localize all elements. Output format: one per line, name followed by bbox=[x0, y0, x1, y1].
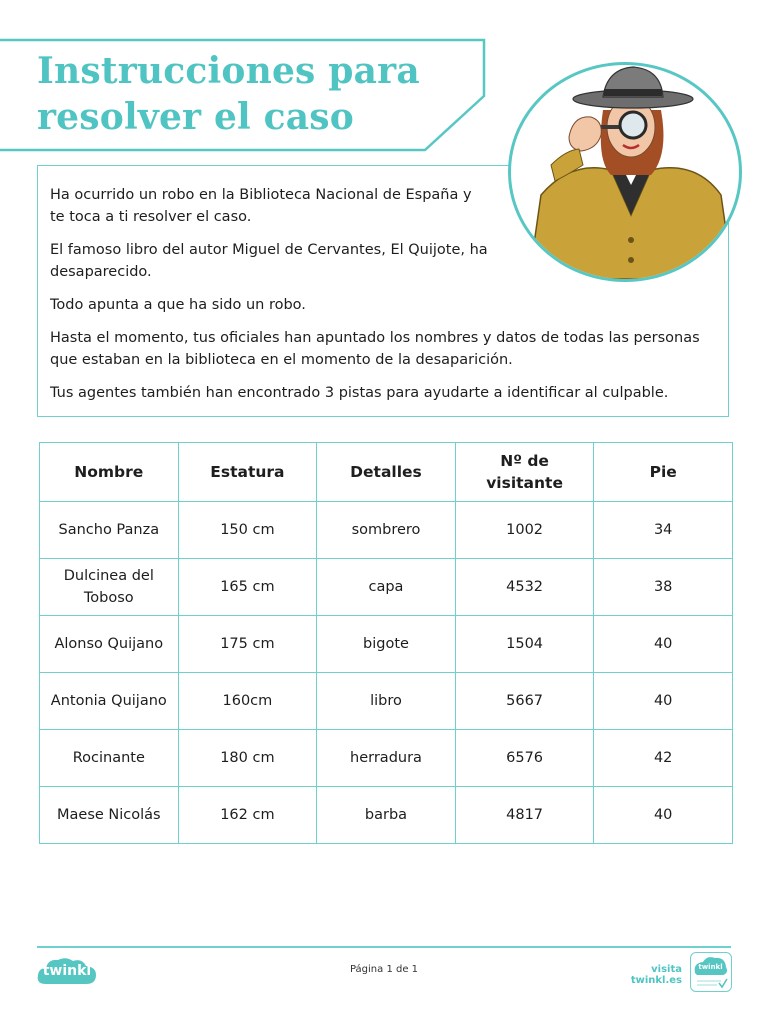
cell-estatura: 180 cm bbox=[178, 730, 317, 787]
table-row bbox=[40, 616, 733, 673]
cell-nombre: Dulcinea del Toboso bbox=[40, 559, 179, 616]
page-title-line-1: Instrucciones para bbox=[37, 50, 420, 92]
cell-visitante: 6576 bbox=[455, 730, 594, 787]
quality-badge-icon bbox=[691, 953, 730, 990]
cell-visitante: 4532 bbox=[455, 559, 594, 616]
table-row bbox=[40, 673, 733, 730]
cell-nombre: Antonia Quijano bbox=[40, 673, 179, 730]
header-estatura: Estatura bbox=[178, 443, 317, 502]
badge-label: twinkl bbox=[698, 963, 723, 971]
cell-detalles: barba bbox=[317, 787, 456, 844]
cell-pie: 38 bbox=[594, 559, 733, 616]
quality-badge bbox=[690, 952, 732, 992]
table-row bbox=[40, 730, 733, 787]
title-banner bbox=[0, 0, 490, 160]
cell-pie: 42 bbox=[594, 730, 733, 787]
cell-estatura: 175 cm bbox=[178, 616, 317, 673]
intro-paragraph-3: Todo apunta a que ha sido un robo. bbox=[50, 297, 306, 313]
cell-pie: 40 bbox=[594, 787, 733, 844]
table-row bbox=[40, 502, 733, 559]
cell-nombre: Rocinante bbox=[40, 730, 179, 787]
suspects-table bbox=[39, 442, 733, 844]
cell-detalles: libro bbox=[317, 673, 456, 730]
footer-divider bbox=[37, 946, 731, 948]
intro-paragraph-1: Ha ocurrido un robo en la Biblioteca Nacional de España y te toca a ti resolver el caso. bbox=[50, 187, 472, 225]
table-row bbox=[40, 559, 733, 616]
cell-visitante: 1002 bbox=[455, 502, 594, 559]
cell-pie: 40 bbox=[594, 616, 733, 673]
header-detalles: Detalles bbox=[317, 443, 456, 502]
cell-visitante: 1504 bbox=[455, 616, 594, 673]
cell-detalles: capa bbox=[317, 559, 456, 616]
header-pie: Pie bbox=[594, 443, 733, 502]
cell-detalles: herradura bbox=[317, 730, 456, 787]
cell-pie: 40 bbox=[594, 673, 733, 730]
cell-estatura: 150 cm bbox=[178, 502, 317, 559]
cell-visitante: 5667 bbox=[455, 673, 594, 730]
table-header-row bbox=[40, 443, 733, 502]
cell-estatura: 165 cm bbox=[178, 559, 317, 616]
cell-nombre: Alonso Quijano bbox=[40, 616, 179, 673]
cell-detalles: sombrero bbox=[317, 502, 456, 559]
visit-link[interactable]: visita twinkl.es bbox=[630, 964, 682, 986]
cell-nombre: Maese Nicolás bbox=[40, 787, 179, 844]
intro-paragraph-2: El famoso libro del autor Miguel de Cervantes, El Quijote, ha desaparecido. bbox=[50, 242, 488, 280]
cell-detalles: bigote bbox=[317, 616, 456, 673]
page-title bbox=[37, 48, 420, 140]
cell-estatura: 162 cm bbox=[178, 787, 317, 844]
intro-paragraph-4: Hasta el momento, tus oficiales han apuntado los nombres y datos de todas las personas que estaban en la biblioteca en el momento de la desaparición. bbox=[50, 330, 700, 368]
cell-nombre: Sancho Panza bbox=[40, 502, 179, 559]
cell-pie: 34 bbox=[594, 502, 733, 559]
page-title-line-2: resolver el caso bbox=[37, 96, 354, 138]
detective-illustration bbox=[508, 62, 742, 282]
header-nombre: Nombre bbox=[40, 443, 179, 502]
logo-text: twinkl bbox=[42, 963, 92, 979]
table-row bbox=[40, 787, 733, 844]
intro-paragraph-5: Tus agentes también han encontrado 3 pistas para ayudarte a identificar al culpable. bbox=[50, 385, 669, 401]
page-number: Página 1 de 1 bbox=[349, 964, 419, 975]
detective-icon bbox=[511, 65, 739, 279]
header-visitante: Nº de visitante bbox=[455, 443, 594, 502]
twinkl-logo[interactable] bbox=[36, 956, 98, 986]
cell-visitante: 4817 bbox=[455, 787, 594, 844]
cell-estatura: 160cm bbox=[178, 673, 317, 730]
